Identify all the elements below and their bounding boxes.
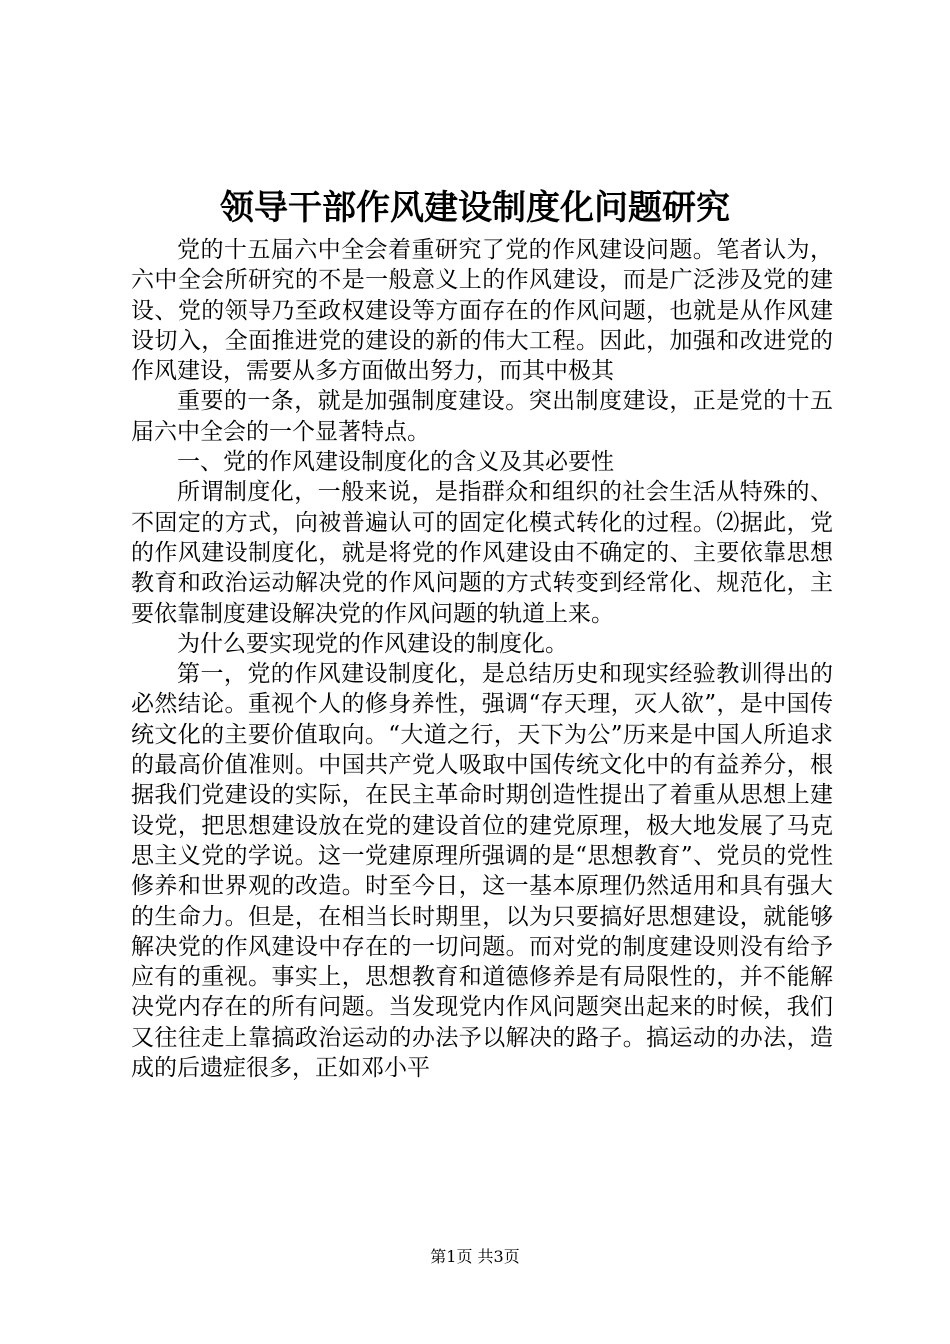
paragraph-intro: 党的十五届六中全会着重研究了党的作风建设问题。笔者认为，六中全会所研究的不是一般意义上的作风建设，而是广泛涉及党的建设、党的领导乃至政权建设等方面存在的作风问题，也就是从作风建设切入，全面推进党的建设的新的伟大工程。因此，加强和改进党的作风建设，需要从多方面做出努力，而其中极其 <box>131 237 833 385</box>
paragraph-intro-continued: 重要的一条，就是加强制度建设。突出制度建设，正是党的十五届六中全会的一个显著特点。 <box>131 388 833 445</box>
document-body <box>131 235 833 1083</box>
section-heading-1: 一、党的作风建设制度化的含义及其必要性 <box>177 449 614 476</box>
paragraph-definition: 所谓制度化，一般来说，是指群众和组织的社会生活从特殊的、不固定的方式，向被普遍认可的固定化模式转化的过程。⑵据此，党的作风建设制度化，就是将党的作风建设由不确定的、主要依靠思想教育和政治运动解决党的作风问题的方式转变到经常化、规范化，主要依靠制度建设解决党的作风问题的轨道上来。 <box>131 479 833 627</box>
paragraph-first-reason: 第一，党的作风建设制度化，是总结历史和现实经验教训得出的必然结论。重视个人的修身养性，强调“存天理，灭人欲”，是中国传统文化的主要价值取向。“大道之行，天下为公”历来是中国人所追求的最高价值准则。中国共产党人吸取中国传统文化中的有益养分，根据我们党建设的实际，在民主革命时期创造性提出了着重从思想上建设党，把思想建设放在党的建设首位的建党原理，极大地发展了马克思主义党的学说。这一党建原理所强调的是“思想教育”、党员的党性修养和世界观的改造。时至今日，这一基本原理仍然适用和具有强大的生命力。但是，在相当长时期里，以为只要搞好思想建设，就能够解决党的作风建设中存在的一切问题。而对党的制度建设则没有给予应有的重视。事实上，思想教育和道德修养是有局限性的，并不能解决党内存在的所有问题。当发现党内作风问题突出起来的时候，我们又往往走上靠搞政治运动的办法予以解决的路子。搞运动的办法，造成的后遗症很多，正如邓小平 <box>131 661 833 1082</box>
document-title: 领导干部作风建设制度化问题研究 <box>220 188 730 228</box>
page-footer: 第1页 共3页 <box>430 1247 520 1266</box>
paragraph-question: 为什么要实现党的作风建设的制度化。 <box>177 630 568 657</box>
